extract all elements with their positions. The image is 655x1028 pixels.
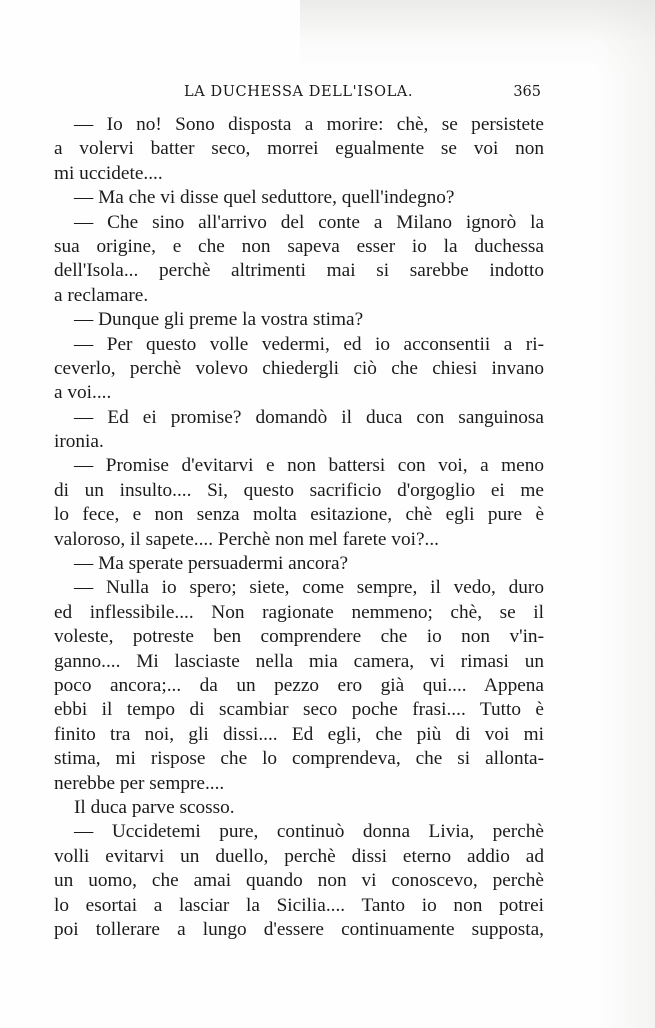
text-line: lo fece, e non senza molta esitazione, chè egli pure è [54, 504, 544, 526]
text-line: — Che sino all'arrivo del conte a Milano ignorò la [74, 211, 544, 233]
text-line: — Uccidetemi pure, continuò donna Livia, perchè [74, 821, 544, 843]
text-line: nerebbe per sempre.... [54, 772, 225, 794]
text-line: sua origine, e che non sapeva esser io la duchessa [54, 235, 544, 257]
text-line: a reclamare. [54, 284, 149, 306]
text-line: valoroso, il sapete.... Perchè non mel farete voi?... [54, 528, 439, 550]
page-header [54, 84, 541, 108]
text-line: — Promise d'evitarvi e non battersi con voi, a meno [74, 455, 544, 477]
text-line: voleste, potreste ben comprendere che io non v'in- [54, 626, 544, 648]
text-line: stima, mi rispose che lo comprendeva, che si allonta- [54, 748, 544, 770]
text-line: poco ancora;... da un pezzo ero già qui.... Appena [54, 674, 544, 696]
text-line: un uomo, che amai quando non vi conoscevo, perchè [54, 870, 544, 892]
text-line: — Ma che vi disse quel seduttore, quell'indegno? [74, 187, 455, 209]
text-line: poi tollerare a lungo d'essere continuamente supposta, [54, 918, 544, 940]
text-line: ganno.... Mi lasciaste nella mia camera, vi rimasi un [54, 650, 544, 672]
text-line: — Io no! Sono disposta a morire: chè, se persistete [74, 114, 544, 135]
text-line: mi uccidete.... [54, 162, 163, 184]
text-line: volli evitarvi un duello, perchè dissi eterno addio ad [54, 845, 544, 867]
running-title: LA DUCHESSA DELL'ISOLA. [184, 84, 414, 100]
text-line: — Nulla io spero; siete, come sempre, il vedo, duro [74, 577, 544, 599]
text-line: di un insulto.... Si, questo sacrificio d'orgoglio ei me [54, 479, 544, 501]
page-number: 365 [513, 84, 541, 100]
text-line: — Ma sperate persuadermi ancora? [74, 553, 349, 575]
text-line: ironia. [54, 431, 104, 453]
text-line: a voi.... [54, 382, 112, 404]
text-line: — Ed ei promise? domandò il duca con sanguinosa [74, 406, 544, 428]
text-line: dell'Isola... perchè altrimenti mai si sarebbe indotto [54, 260, 544, 282]
text-line: ceverlo, perchè volevo chiedergli ciò che chiesi invano [54, 357, 544, 379]
text-line: ed inflessibile.... Non ragionate nemmeno; chè, se il [54, 601, 544, 623]
text-line: — Per questo volle vedermi, ed io acconsentii a ri- [74, 333, 544, 355]
text-line: ebbi il tempo di scambiar seco poche frasi.... Tutto è [54, 699, 544, 721]
text-line: finito tra noi, gli dissi.... Ed egli, che più di voi mi [54, 723, 544, 745]
text-line: — Dunque gli preme la vostra stima? [74, 309, 364, 331]
text-line: a volervi batter seco, morrei egualmente se voi non [54, 138, 544, 160]
paper-texture-right [595, 0, 655, 1028]
text-line: lo esortai a lasciar la Sicilia.... Tanto io non potrei [54, 894, 544, 916]
body-text [54, 113, 544, 942]
text-line: Il duca parve scosso. [74, 796, 235, 818]
